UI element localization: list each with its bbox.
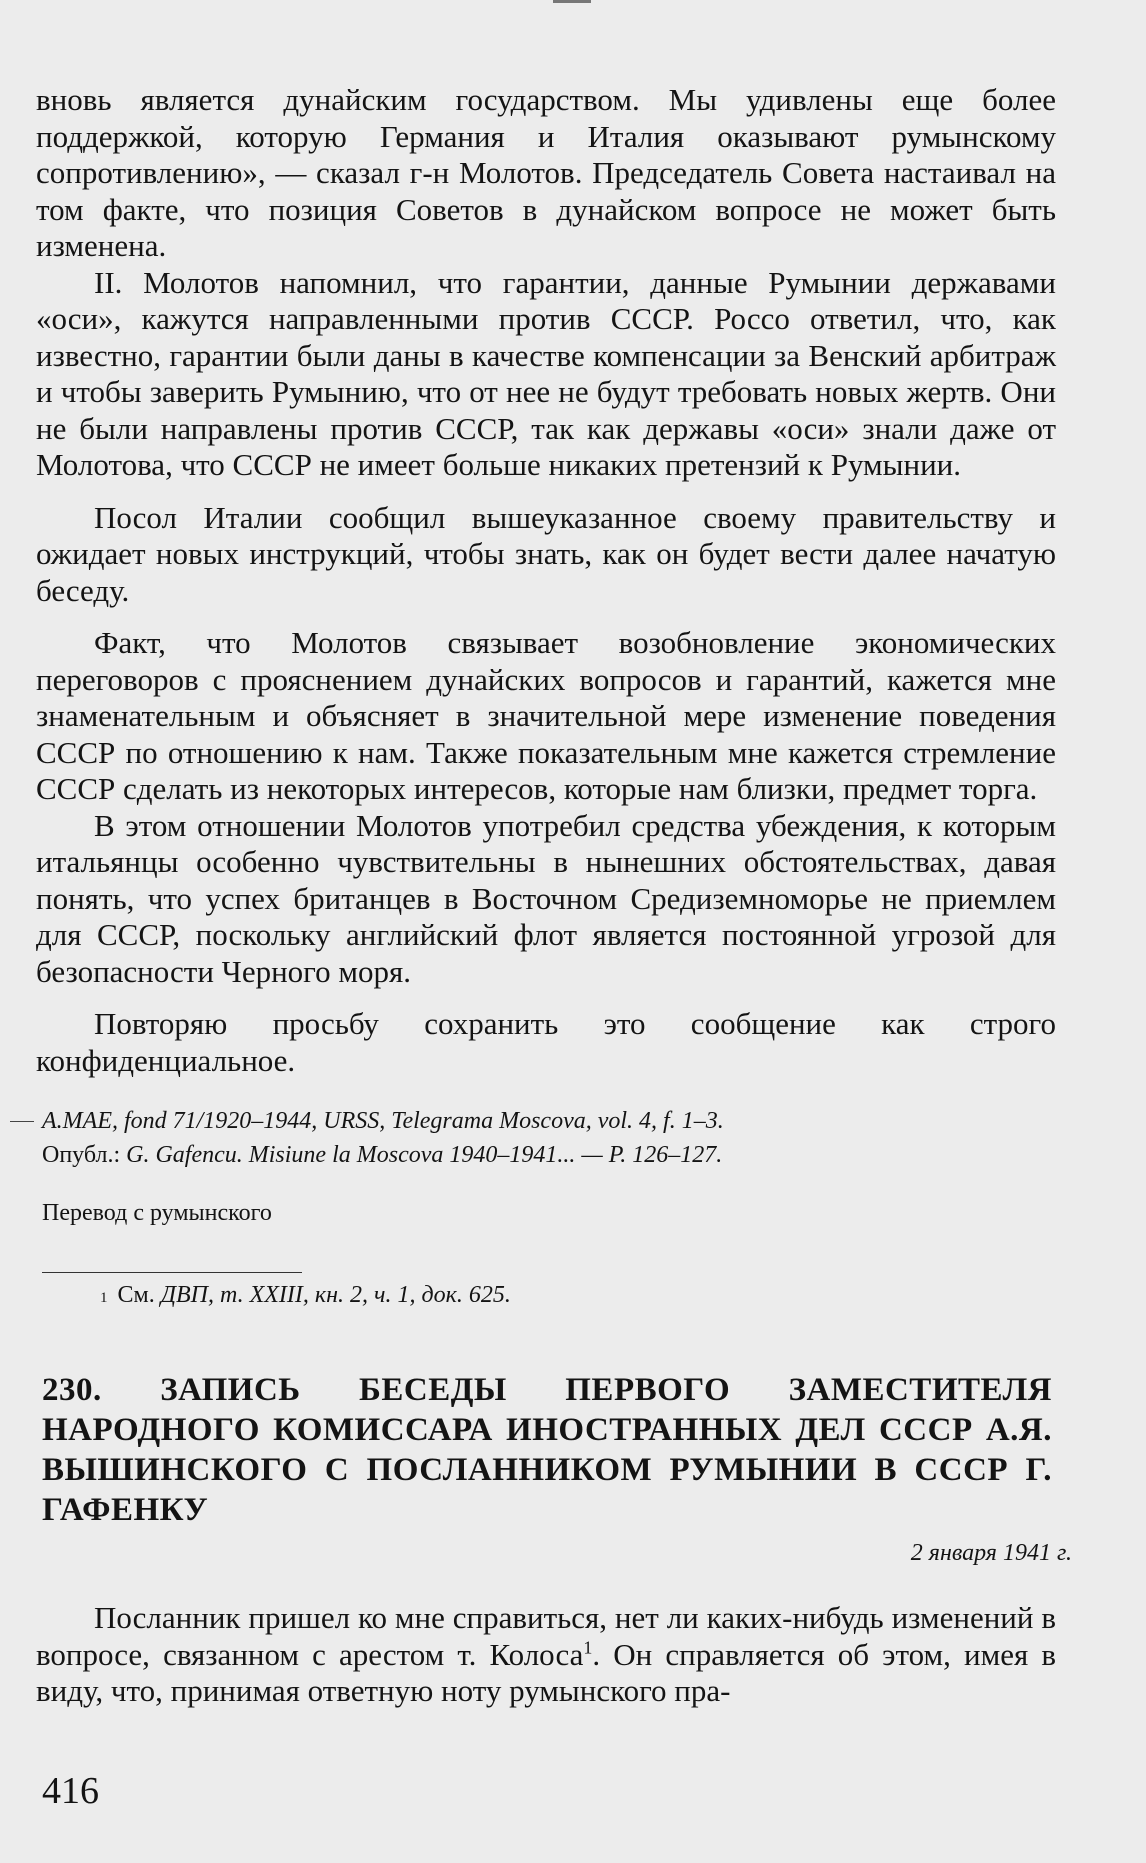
opening-paragraph [36, 1600, 1056, 1710]
footnote [100, 1279, 511, 1311]
published-source [42, 1138, 1052, 1172]
paragraph-1: вновь является дунайским государством. Мы удивлены еще более поддержкой, которую Германия и Италия оказывают румынскому сопротивлению», — сказал г-н Молотов. Председатель Совета настаивал на том факте, что позиция Советов в дунайском вопросе не может быть изменена. [36, 82, 1056, 263]
paragraph-4: Факт, что Молотов связывает возобновление экономических переговоров с прояснением дунайских вопросов и гарантий, кажется мне знаменательным и объясняет в значительной мере изменение поведения СССР по отношению к нам. Также показательным мне кажется стремление СССР сделать из некоторых интересов, которые нам близки, предмет торга. [36, 625, 1056, 806]
page-top-mark [553, 0, 591, 3]
translation-note: Перевод с румынского [42, 1200, 272, 1226]
published-label: Опубл.: [42, 1142, 121, 1168]
paragraph-3: Посол Италии сообщил вышеуказанное своему правительству и ожидает новых инструкций, чтобы знать, как он будет вести далее начатую беседу. [36, 499, 1056, 608]
opening-paragraph-part1: Посланник пришел ко мне справиться, нет ли каких-нибудь изменений в вопросе, связанном с арестом т. Колоса [36, 1600, 1056, 1672]
opening-footnote-marker: 1 [583, 1637, 593, 1658]
archive-source [42, 1104, 1052, 1138]
opening-paragraph-part2: . Он справляется об этом, имея в виду, что, принимая ответную ноту румынского пра- [36, 1636, 1056, 1708]
published-source-text: G. Gafencu. Misiune la Moscova 1940–1941... — P. 126–127. [126, 1142, 723, 1168]
paragraph-5: В этом отношении Молотов употребил средства убеждения, к которым итальянцы особенно чувствительны в нынешних обстоятельствах, давая понять, что успех британцев в Восточном Средиземноморье не приемлем для СССР, поскольку английский флот является постоянной угрозой для безопасности Черного моря. [36, 807, 1056, 989]
paragraph-2: II. Молотов напомнил, что гарантии, данные Румынии державами «оси», кажутся направленными против СССР. Россо ответил, что, как известно, гарантии были даны в качестве компенсации за Венский арбитраж и чтобы заверить Румынию, что от нее не будут требовать новых жертв. Они не были направлены против СССР, так как державы «оси» знали даже от Молотова, что СССР не имеет больше никаких претензий к Румынии. [36, 264, 1056, 482]
archive-source-text: A.MAE, fond 71/1920–1944, URSS, Telegrama Moscova, vol. 4, f. 1–3. [42, 1108, 724, 1134]
body-text [36, 82, 1056, 1079]
margin-rule [10, 1121, 34, 1122]
paragraph-6: Повторяю просьбу сохранить это сообщение как строго конфиденциальное. [36, 1006, 1056, 1078]
footnote-prefix: См. [117, 1282, 155, 1308]
footnote-separator [42, 1272, 302, 1273]
document-heading: 230. ЗАПИСЬ БЕСЕДЫ ПЕРВОГО ЗАМЕСТИТЕЛЯ НАРОДНОГО КОМИССАРА ИНОСТРАННЫХ ДЕЛ СССР А.Я. ВЫШИНСКОГО С ПОСЛАННИКОМ РУМЫНИИ В СССР Г. ГАФЕНКУ [42, 1372, 1052, 1528]
document-body [36, 1600, 1056, 1710]
page-number: 416 [42, 1770, 99, 1812]
footnote-text: ДВП, т. XXIII, кн. 2, ч. 1, док. 625. [160, 1282, 511, 1308]
footnote-number: 1 [100, 1290, 108, 1306]
document-date: 2 января 1941 г. [910, 1540, 1072, 1566]
